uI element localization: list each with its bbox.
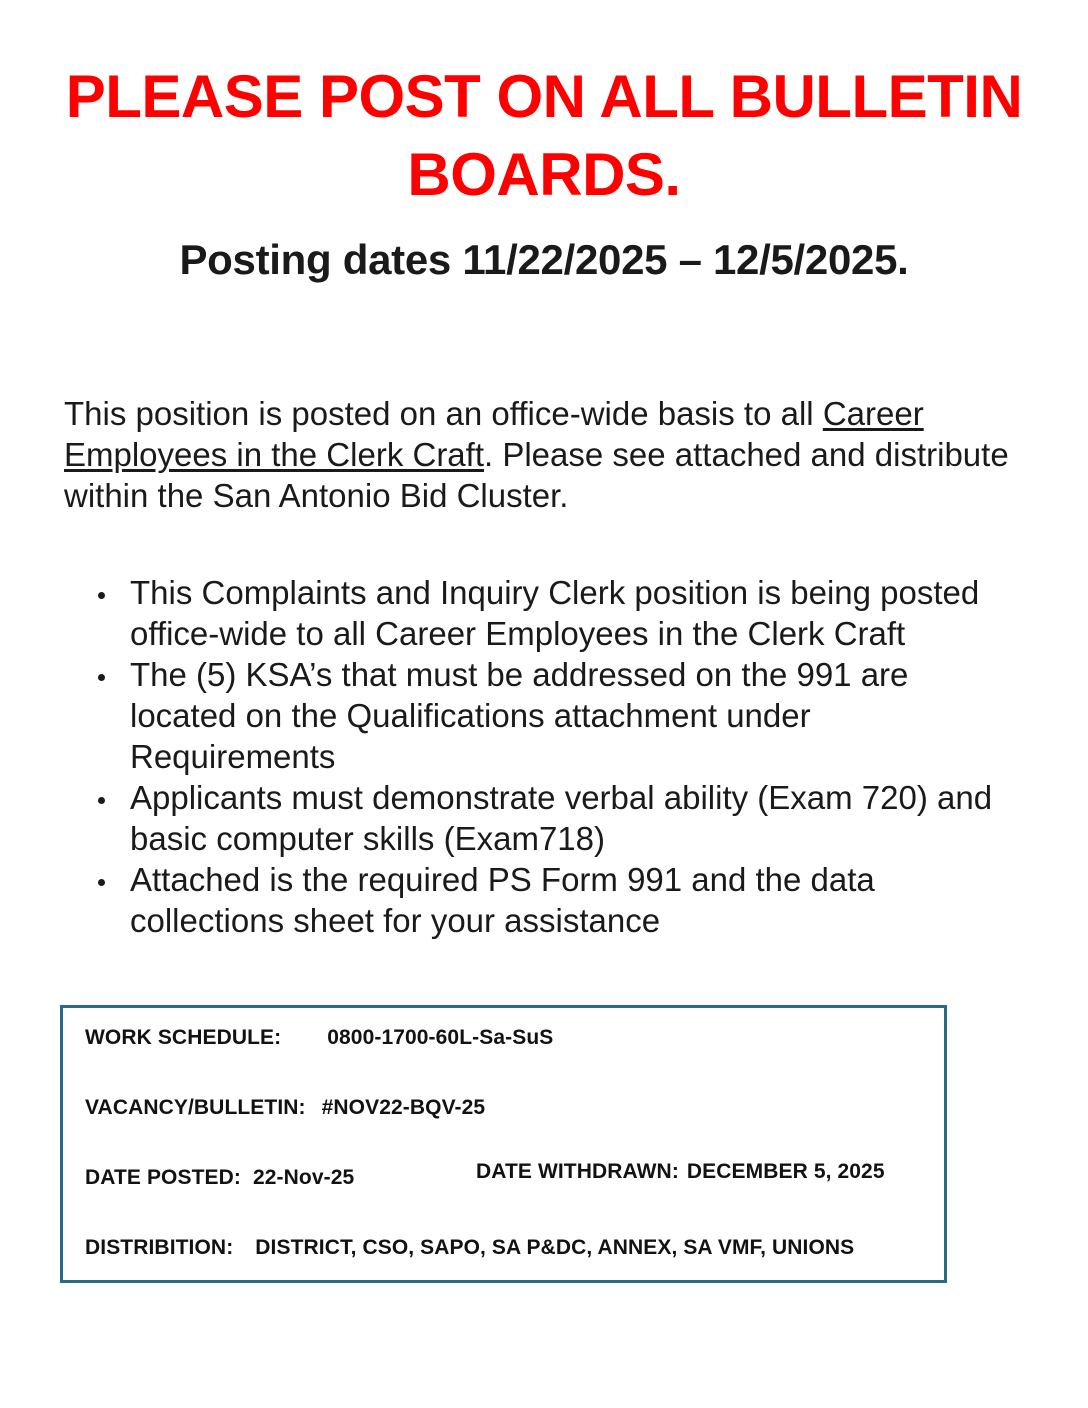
work-schedule-label: WORK SCHEDULE: bbox=[85, 1026, 282, 1049]
intro-text-part2: . Please see attached and distribute within the San Antonio Bid Cluster. bbox=[64, 436, 1009, 514]
distribution-label: DISTRIBITION: bbox=[85, 1236, 234, 1259]
list-item-text: This Complaints and Inquiry Clerk position is being posted office-wide to all Career Employees in the Clerk Craft bbox=[130, 574, 980, 652]
bullet-list bbox=[92, 572, 1017, 941]
bullet-dot-icon bbox=[98, 674, 105, 681]
list-item bbox=[92, 859, 1017, 941]
intro-text-part1: This position is posted on an office-wide basis to all bbox=[64, 395, 823, 432]
distribution-value: DISTRICT, CSO, SAPO, SA P&DC, ANNEX, SA VMF, UNIONS bbox=[255, 1236, 855, 1259]
distribution-row bbox=[85, 1236, 854, 1260]
list-item bbox=[92, 654, 1017, 777]
vacancy-bulletin-label: VACANCY/BULLETIN: bbox=[85, 1096, 306, 1119]
posting-dates-subheading: Posting dates 11/22/2025 – 12/5/2025. bbox=[179, 236, 909, 283]
intro-underlined-phrase: Career Employees in the Clerk Craft bbox=[64, 395, 924, 473]
bullet-dot-icon bbox=[98, 879, 105, 886]
list-item-text: The (5) KSA’s that must be addressed on the 991 are located on the Qualifications attachment under Requirements bbox=[130, 656, 909, 775]
bullet-dot-icon bbox=[98, 797, 105, 804]
date-posted-label: DATE POSTED: bbox=[85, 1166, 241, 1189]
vacancy-bulletin-row bbox=[85, 1096, 485, 1120]
page-headline: PLEASE POST ON ALL BULLETIN BOARDS. bbox=[65, 63, 1023, 208]
date-withdrawn-label: DATE WITHDRAWN: bbox=[476, 1160, 679, 1183]
list-item-text: Attached is the required PS Form 991 and the data collections sheet for your assistance bbox=[130, 861, 875, 939]
date-posted-value: 22-Nov-25 bbox=[252, 1166, 355, 1189]
list-item-text: Applicants must demonstrate verbal ability (Exam 720) and basic computer skills (Exam718) bbox=[130, 779, 993, 857]
date-withdrawn-value: DECEMBER 5, 2025 bbox=[686, 1160, 885, 1183]
list-item bbox=[92, 572, 1017, 654]
list-item bbox=[92, 777, 1017, 859]
bullet-dot-icon bbox=[98, 592, 105, 599]
work-schedule-value: 0800-1700-60L-Sa-SuS bbox=[327, 1026, 554, 1049]
date-posted-row bbox=[85, 1166, 354, 1190]
vacancy-bulletin-value: #NOV22-BQV-25 bbox=[321, 1096, 486, 1119]
work-schedule-row bbox=[85, 1026, 553, 1050]
intro-paragraph bbox=[64, 393, 1014, 516]
date-withdrawn-row bbox=[476, 1160, 885, 1184]
vacancy-details-box bbox=[60, 1005, 947, 1283]
